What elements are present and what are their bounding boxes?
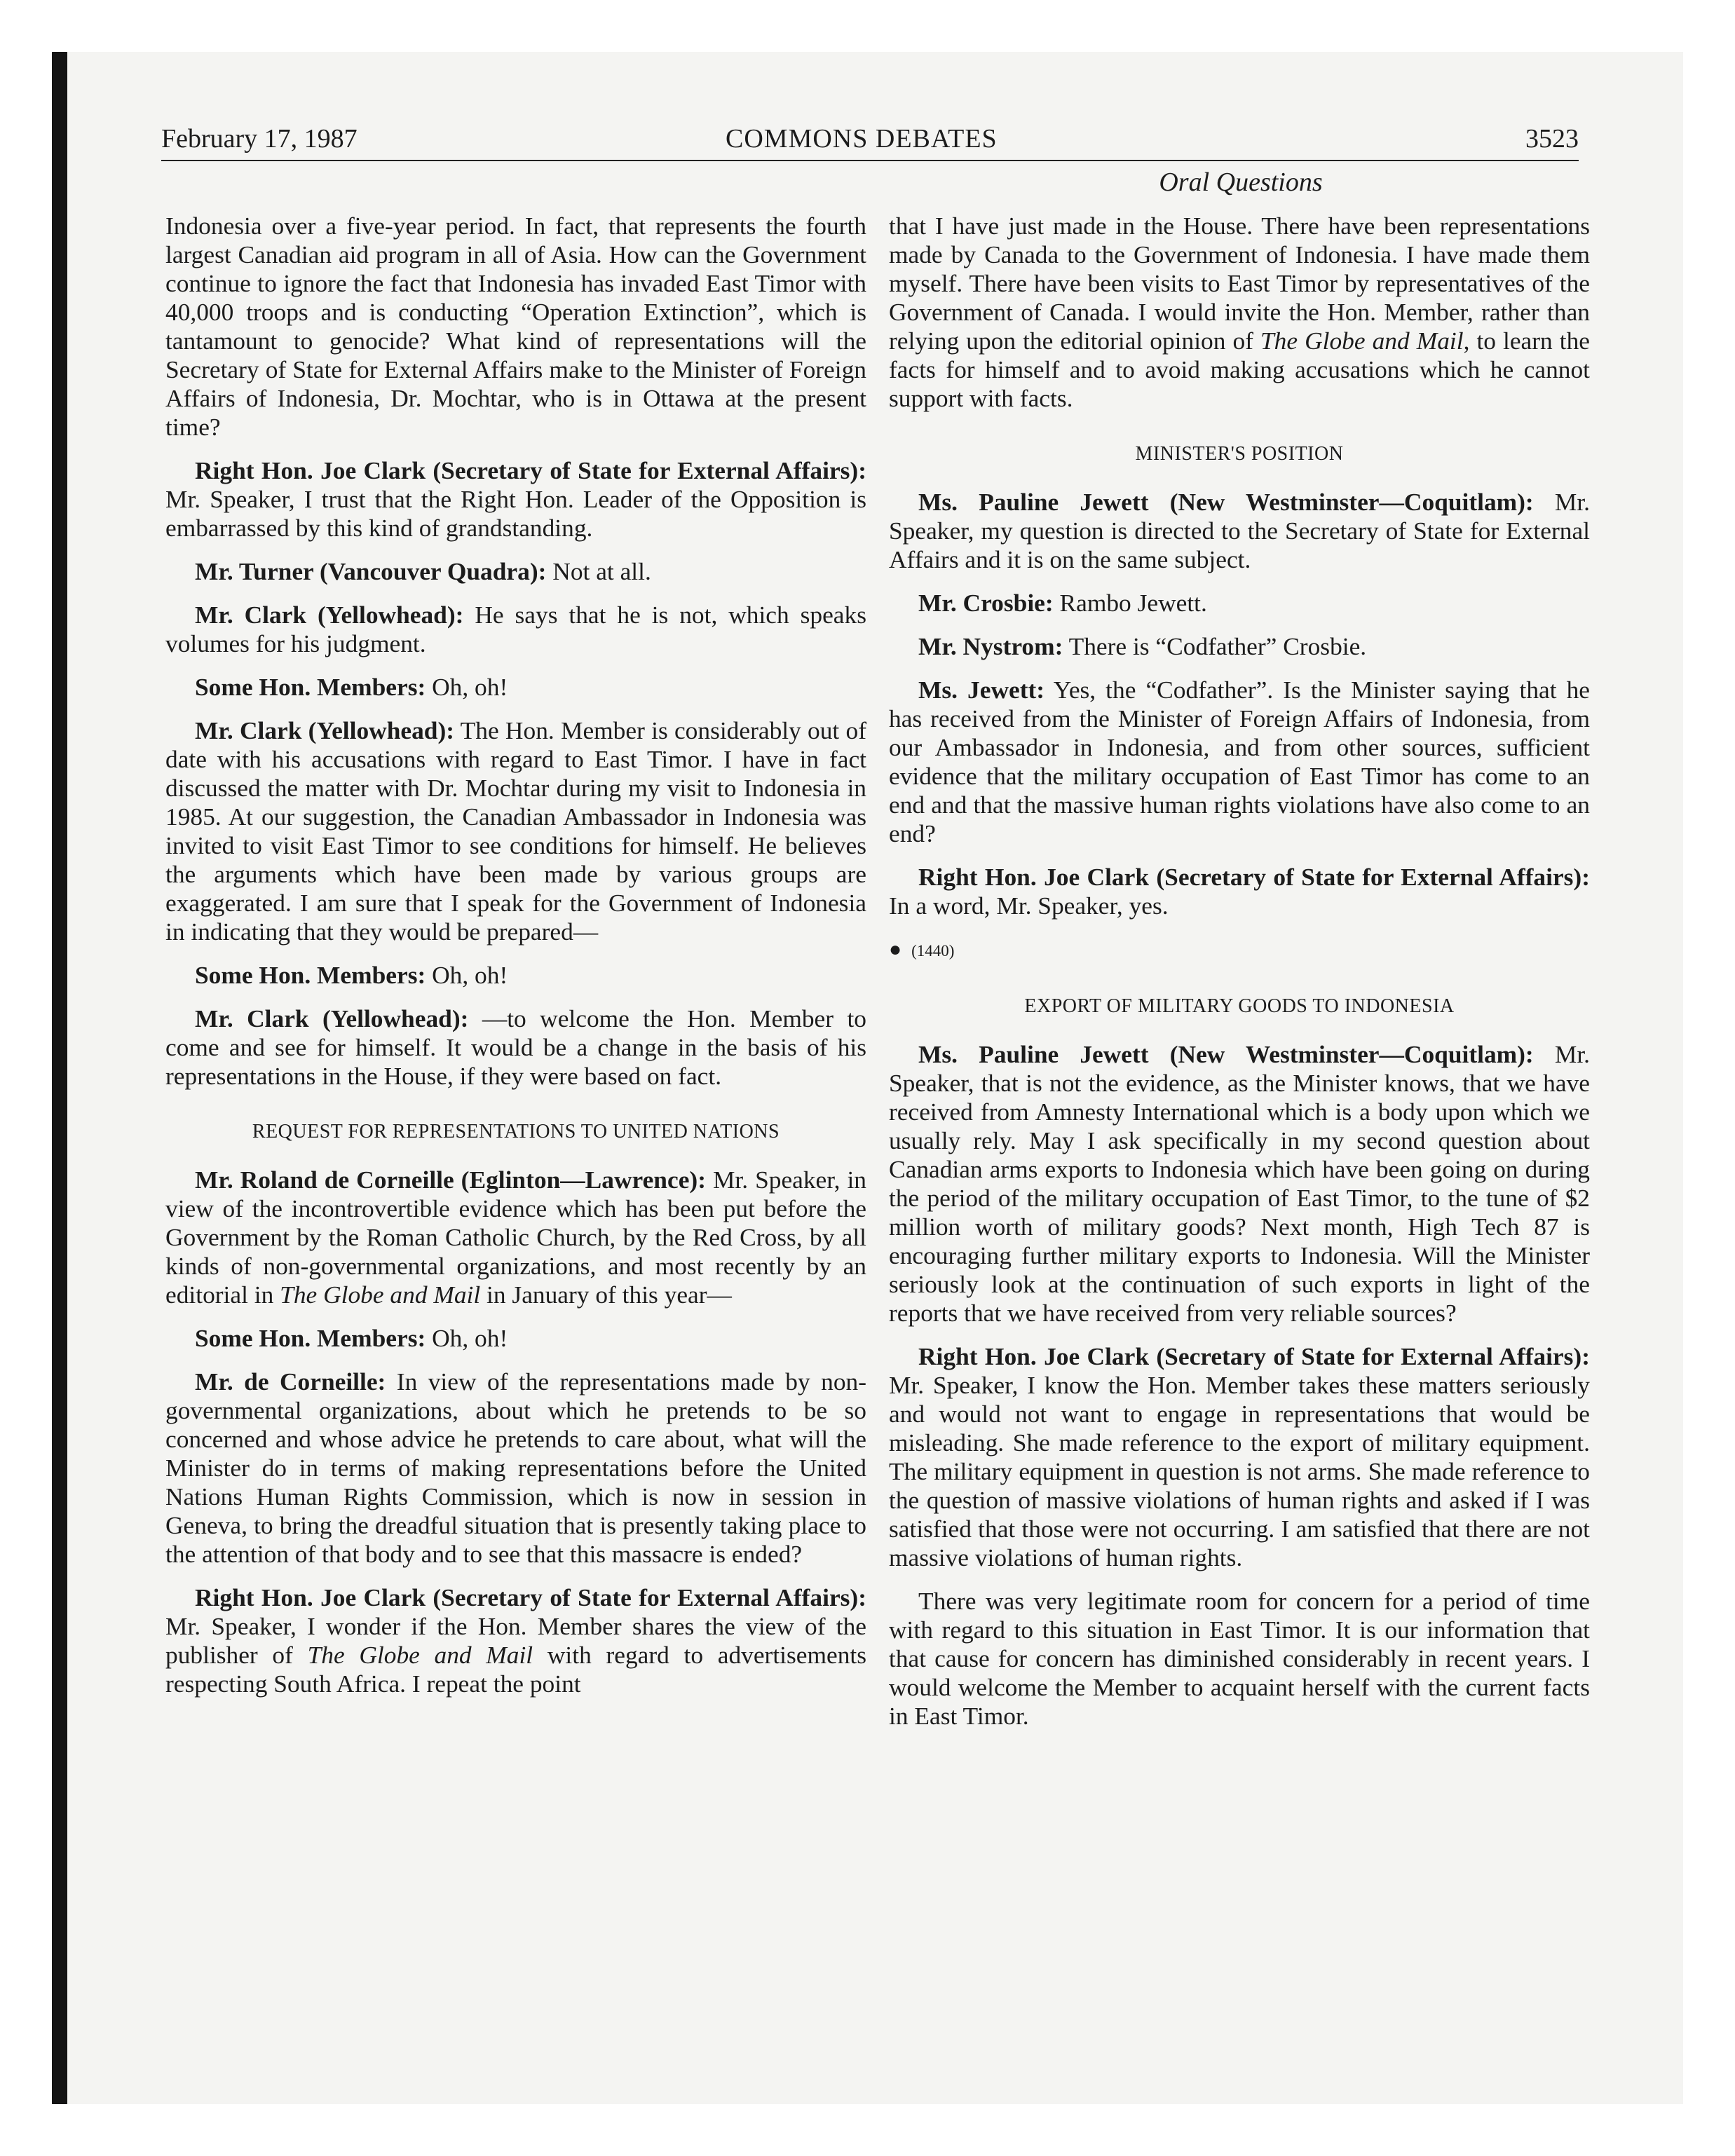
speaker-name: Ms. Pauline Jewett (New Westminster—Coquitlam): xyxy=(918,488,1534,516)
speaker-name: Some Hon. Members: xyxy=(195,1324,426,1352)
publication-title: The Globe and Mail xyxy=(1260,327,1464,355)
speaker-name: Right Hon. Joe Clark (Secretary of State for External Affairs): xyxy=(918,1342,1590,1370)
paragraph: Indonesia over a five-year period. In fact, that represents the fourth largest Canadian aid program in all of Asia. How can the Government continue to ignore the fact that Indonesia has invaded East Timor with 40,000 troops and is conducting “Operation Extinction”, which is tantamount to genocide? What kind of representations will the Secretary of State for External Affairs make to the Minister of Foreign Affairs of Indonesia, Dr. Mochtar, who is in Ottawa at the present time? xyxy=(165,212,866,441)
paragraph: that I have just made in the House. There have been representations made by Canada to the Government of Indonesia. I have made them myself. There have been visits to East Timor by representatives of the Government of Canada. I would invite the Hon. Member, rather than relying upon the editorial opinion of The Globe and Mail, to learn the facts for himself and to avoid making accusations which he cannot support with facts. xyxy=(889,212,1591,412)
paragraph: Mr. Nystrom: There is “Codfather” Crosbie. xyxy=(918,632,1367,660)
speaker-name: Right Hon. Joe Clark (Secretary of State for External Affairs): xyxy=(195,456,866,484)
speaker-name: Some Hon. Members: xyxy=(195,673,426,701)
page-number: 3523 xyxy=(1525,124,1579,153)
page-header xyxy=(161,118,1579,161)
header-date: February 17, 1987 xyxy=(161,124,358,153)
paragraph: Ms. Jewett: Yes, the “Codfather”. Is the Minister saying that he has received from the Minister of Foreign Affairs of Indonesia, from our Ambassador in Indonesia, and from other sources, sufficient evidence that the military occupation of East Timor has come to an end and that the massive human rights violations have also come to an end? xyxy=(889,676,1591,847)
paragraph: Mr. Crosbie: Rambo Jewett. xyxy=(918,589,1207,617)
speaker-name: Mr. Nystrom: xyxy=(918,632,1063,660)
publication-title: The Globe and Mail xyxy=(307,1641,533,1669)
bullet-icon: ● xyxy=(889,938,902,961)
paragraph: Mr. Roland de Corneille (Eglinton—Lawrence): Mr. Speaker, in view of the incontrovertible evidence which has been put before the Government by the Roman Catholic Church, by the Red Cross, by all kinds of non-governmental organizations, and most recently by an editorial in The Globe and Mail in January of this year— xyxy=(165,1166,866,1309)
paragraph: Ms. Pauline Jewett (New Westminster—Coquitlam): Mr. Speaker, my question is directed to the Secretary of State for External Affairs and it is on the same subject. xyxy=(889,488,1591,573)
timestamp: ● (1440) xyxy=(889,938,955,961)
paragraph: Some Hon. Members: Oh, oh! xyxy=(195,961,508,989)
paragraph: Mr. Clark (Yellowhead): The Hon. Member is considerably out of date with his accusations with regard to East Timor. I have in fact discussed the matter with Dr. Mochtar during my visit to Indonesia in 1985. At our suggestion, the Canadian Ambassador in Indonesia was invited to visit East Timor to see conditions for himself. He believes the arguments which have been made by various groups are exaggerated. I am sure that I speak for the Government of Indonesia in indicating that they would be prepared— xyxy=(165,716,866,946)
paragraph: Right Hon. Joe Clark (Secretary of State for External Affairs): In a word, Mr. Speaker, yes. xyxy=(889,863,1590,920)
speaker-name: Mr. Clark (Yellowhead): xyxy=(195,1004,469,1032)
speaker-name: Right Hon. Joe Clark (Secretary of State for External Affairs): xyxy=(918,863,1590,891)
speaker-name: Ms. Pauline Jewett (New Westminster—Coquitlam): xyxy=(918,1040,1534,1068)
speaker-name: Mr. Roland de Corneille (Eglinton—Lawrence): xyxy=(195,1166,706,1194)
paragraph: Right Hon. Joe Clark (Secretary of State for External Affairs): Mr. Speaker, I wonder if the Hon. Member shares the view of the publisher of The Globe and Mail with regard to advertisements respecting South Africa. I repeat the point xyxy=(165,1583,867,1698)
subheading: REQUEST FOR REPRESENTATIONS TO UNITED NATIONS xyxy=(252,1121,780,1142)
speaker-name: Mr. Clark (Yellowhead): xyxy=(195,716,455,744)
paragraph: Some Hon. Members: Oh, oh! xyxy=(195,1324,508,1352)
paragraph: Mr. Turner (Vancouver Quadra): Not at all. xyxy=(195,557,651,585)
paragraph: There was very legitimate room for concern for a period of time with regard to this situation in East Timor. It is our information that that cause for concern has diminished considerably in recent years. I would welcome the Member to acquaint herself with the current facts in East Timor. xyxy=(889,1587,1590,1730)
header-title: COMMONS DEBATES xyxy=(726,124,998,153)
speaker-name: Right Hon. Joe Clark (Secretary of State for External Affairs): xyxy=(195,1583,866,1611)
paragraph: Mr. Clark (Yellowhead): He says that he is not, which speaks volumes for his judgment. xyxy=(165,601,866,657)
speaker-name: Mr. de Corneille: xyxy=(195,1367,386,1396)
paragraph: Right Hon. Joe Clark (Secretary of State for External Affairs): Mr. Speaker, I know the Hon. Member takes these matters seriously and would not want to engage in representations that would be misleading. She made reference to the export of military equipment. The military equipment in question is not arms. She made reference to the question of massive violations of human rights and asked if I was satisfied that those were not occurring. I am satisfied that there are not massive violations of human rights. xyxy=(889,1342,1590,1571)
subheading: MINISTER'S POSITION xyxy=(1135,443,1344,465)
speaker-name: Some Hon. Members: xyxy=(195,961,426,989)
left-column xyxy=(165,212,866,1713)
right-column xyxy=(889,212,1590,1745)
paragraph: Some Hon. Members: Oh, oh! xyxy=(195,673,508,701)
publication-title: The Globe and Mail xyxy=(280,1281,481,1309)
paragraph: Mr. Clark (Yellowhead): —to welcome the Hon. Member to come and see for himself. It would be a change in the basis of his representations in the House, if they were based on fact. xyxy=(165,1004,866,1090)
speaker-name: Mr. Clark (Yellowhead): xyxy=(195,601,464,629)
paragraph: Mr. de Corneille: In view of the representations made by non-governmental organizations, about which he pretends to be so concerned and whose advice he pretends to care about, what will the Minister do in terms of making representations before the United Nations Human Rights Commission, which is now in session in Geneva, to bring the dreadful situation that is presently taking place to the attention of that body and to see that this massacre is ended? xyxy=(165,1367,867,1568)
subheading: EXPORT OF MILITARY GOODS TO INDONESIA xyxy=(1024,995,1455,1017)
section-title: Oral Questions xyxy=(1159,168,1323,197)
speaker-name: Mr. Crosbie: xyxy=(918,589,1054,617)
speaker-name: Ms. Jewett: xyxy=(918,676,1045,704)
paragraph: Right Hon. Joe Clark (Secretary of State for External Affairs): Mr. Speaker, I trust that the Right Hon. Leader of the Opposition is embarrassed by this kind of grandstanding. xyxy=(165,456,866,542)
speaker-name: Mr. Turner (Vancouver Quadra): xyxy=(195,557,547,585)
paragraph: Ms. Pauline Jewett (New Westminster—Coquitlam): Mr. Speaker, that is not the evidence, as the Minister knows, that we have received from Amnesty International which is a body upon which we usually rely. May I ask specifically in my second question about Canadian arms exports to Indonesia which have been going on during the period of the military occupation of East Timor, to the tune of $2 million worth of military goods? Next month, High Tech 87 is encouraging further military exports to Indonesia. Will the Minister seriously look at the continuation of such exports in light of the reports that we have received from very reliable sources? xyxy=(889,1040,1591,1327)
